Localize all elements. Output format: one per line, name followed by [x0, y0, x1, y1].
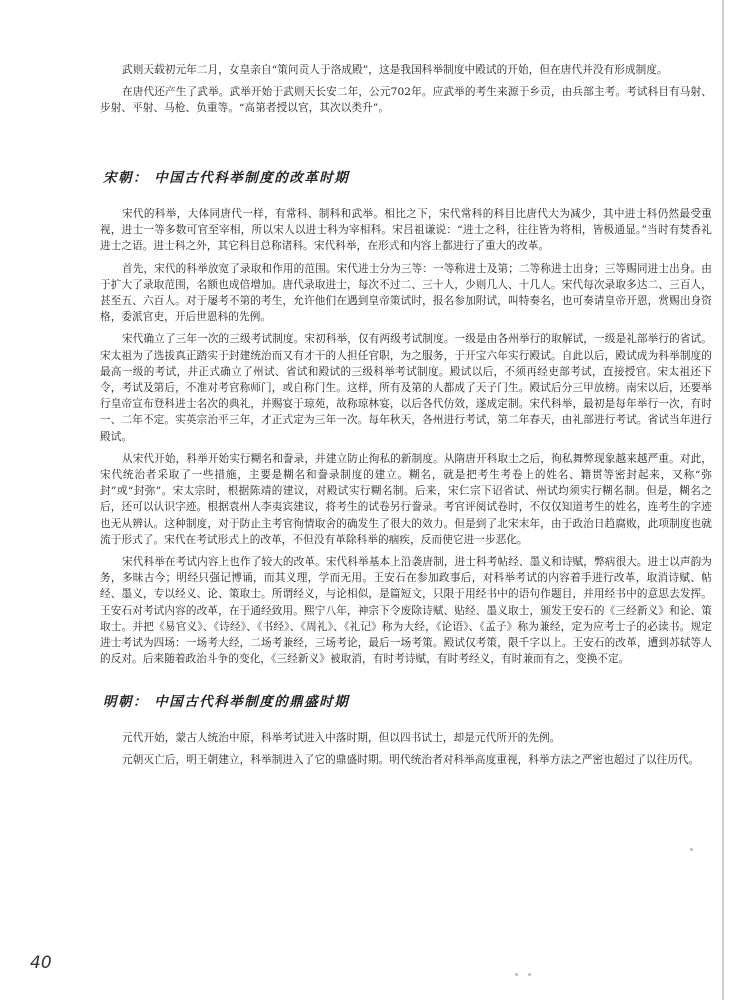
song-dynasty-heading: 宋朝： 中国古代科举制度的改革时期	[103, 170, 350, 186]
song-paragraph-3: 宋代确立了三年一次的三级考试制度。宋初科举，仅有两级考试制度。一级是由各州举行的取解试，一级是礼部举行的省试。宋太祖为了选拔真正踏实于封建统治而又有才干的人担任官职，为之服务，于开宝六年实行殿试。自此以后，殿试成为科举制度的最高一级的考试，并正式确立了州试、省试和殿试的三级科举考试制度。殿试以后，不须再经吏部考试，直接授官。宋太祖还下令，考试及第后，不准对考官称师门，或自称门生。这样，所有及第的人都成了天子门生。殿试后分三甲放榜。南宋以后，还要举行皇帝宣布登科进士名次的典礼，并赐宴于琼苑，故称琼林宴，以后各代仿效，遂成定制。宋代科举，最初是每年举行一次，有时一、二年不定。实英宗治平三年，才正式定为三年一次。每年秋天，各州进行考试，第二年春天，由礼部进行考试。省试当年进行殿试。	[100, 333, 712, 443]
song-paragraph-4: 从宋代开始，科举开始实行糊名和誊录，并建立防止徇私的新制度。从隋唐开科取士之后，徇私舞弊现象越来越严重。对此，宋代统治者采取了一些措施，主要是糊名和誊录制度的建立。糊名，就是把考生考卷上的姓名、籍贯等密封起来，又称“弥封”或“封弥”。宋太宗时，根据陈靖的建议，对殿试实行糊名制。后来，宋仁宗下诏省试、州试均须实行糊名制。但是，糊名之后，还可以认识字迹。根据袁州人李夷宾建议，将考生的试卷另行誊录。考官评阅试卷时，不仅仅知道考生的姓名，连考生的字迹也无从辨认。这种制度，对于防止主考官徇情取舍的确发生了很大的效力。但是到了北宋末年，由于政治日趋腐败，此项制度也就流于形式了。宋代在考试形式上的改革，不但没有革除科举的痼疾，反而使它进一步恶化。	[100, 452, 712, 546]
song-dynasty-section	[100, 206, 712, 673]
song-paragraph-1: 宋代的科举，大体同唐代一样，有常科、制科和武举。相比之下，宋代常科的科目比唐代大为减少，其中进士科仍然最受重视，进士一等多数可官至宰相，所以宋人以进士科为宰相科。宋吕祖谦说：“进士之科，往往皆为将相，皆极通显。”当时有焚香礼进士之语。进士科之外，其它科目总称诸科。宋代科举，在形式和内容上都进行了重大的改革。	[100, 208, 712, 253]
ming-paragraph-1: 元代开始，蒙古人统治中原，科举考试进入中落时期，但以四书试士，却是元代所开的先例。	[122, 732, 561, 744]
intro-paragraph-1: 武则天载初元年二月，女皇亲自“策问贡人于洛成殿”，这是我国科举制度中殿试的开始，但在唐代并没有形成制度。	[122, 64, 668, 76]
intro-section	[100, 62, 712, 123]
song-paragraph-2: 首先，宋代的科举放宽了录取和作用的范围。宋代进士分为三等：一等称进士及第；二等称进士出身；三等赐同进士出身。由于扩大了录取范围，名额也成倍增加。唐代录取进士，每次不过二、三十人，少则几人、十几人。宋代每次录取多达二、三百人，甚至五、六百人。对于屡考不第的考生，允许他们在遇到皇帝策试时，报名参加附试，叫特奏名，也可奏请皇帝开恩，赏赐出身资格，委派官吏，开后世恩科的先例。	[100, 262, 712, 324]
page-number: 40	[30, 953, 52, 973]
scan-edge-shadow	[722, 0, 724, 1000]
song-paragraph-5: 宋代科举在考试内容上也作了较大的改革。宋代科举基本上沿袭唐制，进士科考帖经、墨义和诗赋，弊病很大。进士以声韵为务，多昧古今；明经只强记博诵，而其义理，学而无用。王安石在参加政事后，对科举考试的内容着手进行改革，取消诗赋、帖经、墨义，专以经义、论、策取士。所谓经义，与论相似，是篇短文，只限于用经书中的语句作题目，并用经书中的意思去发挥。王安石对考试内容的改革，在于通经致用。熙宁八年，神宗下令废除诗赋、贴经、墨义取士，颁发王安石的《三经新义》和论、策取士。并把《易官义》、《诗经》、《书经》、《周礼》、《礼记》称为大经，《论语》、《孟子》称为兼经，定为应考士子的必读书。规定进士考试为四场：一场考大经，二场考兼经，三场考论，最后一场考策。殿试仅考策，限千字以上。王安石的改革，遭到苏轼等人的反对。后来随着政治斗争的变化，《三经新义》被取消，有时考诗赋，有时考经义，有时兼而有之，变换不定。	[100, 556, 712, 666]
scan-speck	[528, 973, 531, 976]
intro-paragraph-2: 在唐代还产生了武举。武举开始于武则天长安二年，公元702年。应武举的考生来源于乡贡，由兵部主考。考试科目有马射、步射、平射、马枪、负重等。“高第者授以官，其次以类升”。	[100, 86, 712, 115]
scan-speck	[515, 973, 518, 976]
scan-speck	[690, 848, 693, 851]
ming-dynasty-heading: 明朝： 中国古代科举制度的鼎盛时期	[103, 694, 350, 710]
ming-dynasty-section	[100, 730, 712, 774]
ming-paragraph-2: 元朝灭亡后，明王朝建立，科举制进入了它的鼎盛时期。明代统治者对科举高度重视，科举方法之严密也超过了以往历代。	[122, 754, 700, 767]
